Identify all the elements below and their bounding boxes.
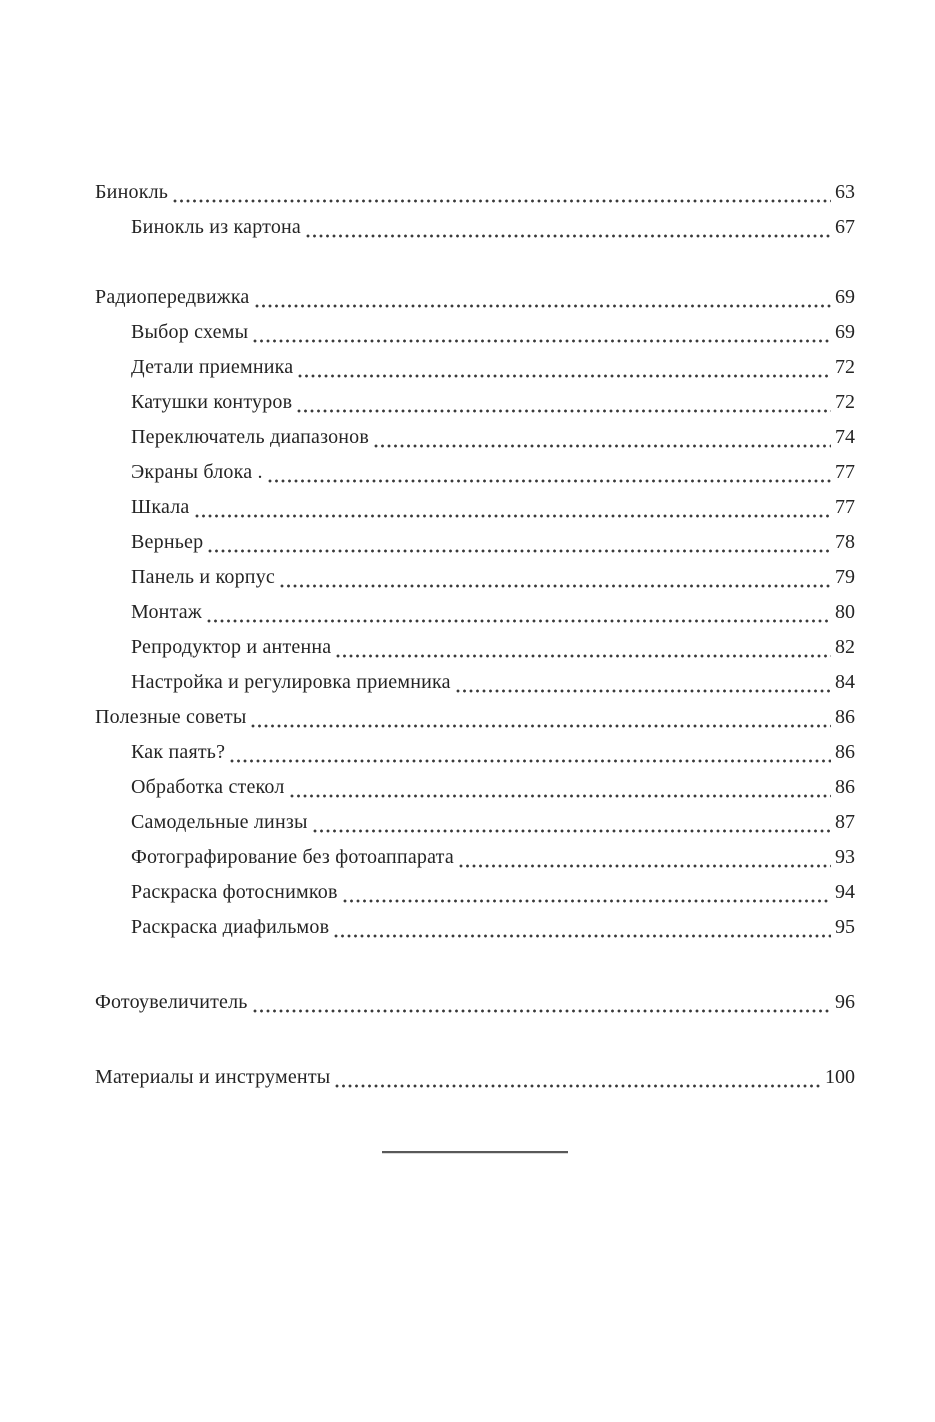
toc-entry (95, 875, 855, 910)
toc-entry-label: Фотографирование без фотоаппарата (131, 846, 454, 868)
dot-leader (297, 409, 831, 413)
toc-entry-page: 69 (835, 286, 855, 308)
toc-entry-label: Панель и корпус (131, 566, 275, 588)
toc-entry-page: 72 (835, 391, 855, 413)
toc-entry-label: Монтаж (131, 601, 202, 623)
dot-leader (336, 654, 831, 658)
toc-entry (95, 735, 855, 770)
toc-entry-page: 93 (835, 846, 855, 868)
toc-entry (95, 840, 855, 875)
toc-entry-label: Обработка стекол (131, 776, 285, 798)
dot-leader (374, 444, 831, 448)
toc-entry (95, 700, 855, 735)
dot-leader (306, 234, 831, 238)
toc-entry-page: 67 (835, 216, 855, 238)
toc-entry-label: Переключатель диапазонов (131, 426, 370, 448)
toc-entry (95, 630, 855, 665)
toc-entry (95, 805, 855, 840)
toc-entry (95, 210, 855, 245)
dot-leader (334, 934, 831, 938)
toc-entry-label: Бинокль (95, 181, 169, 203)
toc-entry (95, 175, 855, 210)
toc-entry (95, 420, 855, 455)
dot-leader (195, 514, 832, 518)
toc-entry-page: 77 (835, 496, 855, 518)
toc-entry-page: 86 (835, 706, 855, 728)
toc-entry-label: Верньер (131, 531, 204, 553)
toc-entry-page: 77 (835, 461, 855, 483)
dot-leader (255, 304, 831, 308)
toc-entry-label: Настройка и регулировка приемника (131, 671, 451, 693)
toc-entry (95, 560, 855, 595)
section-gap (95, 1020, 855, 1060)
dot-leader (268, 479, 831, 483)
toc-entry (95, 665, 855, 700)
toc-entry-page: 86 (835, 741, 855, 763)
toc-entry-label: Как паять? (131, 741, 226, 763)
toc-entry-page: 100 (825, 1066, 855, 1088)
dot-leader (253, 339, 831, 343)
toc-entry (95, 455, 855, 490)
toc-entry (95, 910, 855, 945)
toc-entry-page: 72 (835, 356, 855, 378)
toc-entry (95, 490, 855, 525)
dot-leader (298, 374, 831, 378)
toc-entry (95, 280, 855, 315)
toc-entry (95, 315, 855, 350)
toc-entry (95, 770, 855, 805)
dot-leader (207, 619, 831, 623)
dot-leader (173, 199, 831, 203)
toc-entry-page: 87 (835, 811, 855, 833)
toc-entry-label: Фотоувеличитель (95, 991, 248, 1013)
toc-entry-label: Шкала (131, 496, 190, 518)
toc-entry (95, 525, 855, 560)
toc-entry-page: 96 (835, 991, 855, 1013)
toc-entry-label: Детали приемника (131, 356, 294, 378)
toc-entry-page: 95 (835, 916, 855, 938)
toc-entry-page: 80 (835, 601, 855, 623)
toc-entry (95, 1060, 855, 1095)
dot-leader (251, 724, 831, 728)
toc-entry-page: 84 (835, 671, 855, 693)
toc-entry-label: Бинокль из картона (131, 216, 301, 238)
toc-entry-label: Полезные советы (95, 706, 247, 728)
toc-entry (95, 350, 855, 385)
toc-entry (95, 385, 855, 420)
dot-leader (335, 1084, 821, 1088)
end-of-contents-rule (382, 1151, 568, 1153)
dot-leader (230, 759, 831, 763)
toc-entry-page: 86 (835, 776, 855, 798)
toc-entry-page: 94 (835, 881, 855, 903)
toc-entry (95, 595, 855, 630)
dot-leader (280, 584, 831, 588)
toc-entry-page: 69 (835, 321, 855, 343)
toc-entry-label: Радиопередвижка (95, 286, 250, 308)
toc-entry-label: Раскраска фотоснимков (131, 881, 338, 903)
dot-leader (313, 829, 831, 833)
toc-entry-page: 78 (835, 531, 855, 553)
toc-entry (95, 985, 855, 1020)
section-gap (95, 945, 855, 985)
toc-entry-label: Материалы и инструменты (95, 1066, 331, 1088)
dot-leader (290, 794, 831, 798)
dot-leader (456, 689, 831, 693)
toc-entry-label: Выбор схемы (131, 321, 249, 343)
dot-leader (343, 899, 831, 903)
dot-leader (253, 1009, 831, 1013)
dot-leader (459, 864, 831, 868)
toc-entry-page: 74 (835, 426, 855, 448)
toc-entry-label: Самодельные линзы (131, 811, 308, 833)
toc-entry-page: 82 (835, 636, 855, 658)
toc-entry-page: 63 (835, 181, 855, 203)
toc-entry-page: 79 (835, 566, 855, 588)
toc-entry-label: Раскраска диафильмов (131, 916, 330, 938)
toc-entry-label: Репродуктор и антенна (131, 636, 332, 658)
dot-leader (208, 549, 831, 553)
toc-entry-label: Экраны блока . (131, 461, 263, 483)
section-gap (95, 245, 855, 280)
toc-entry-label: Катушки контуров (131, 391, 293, 413)
